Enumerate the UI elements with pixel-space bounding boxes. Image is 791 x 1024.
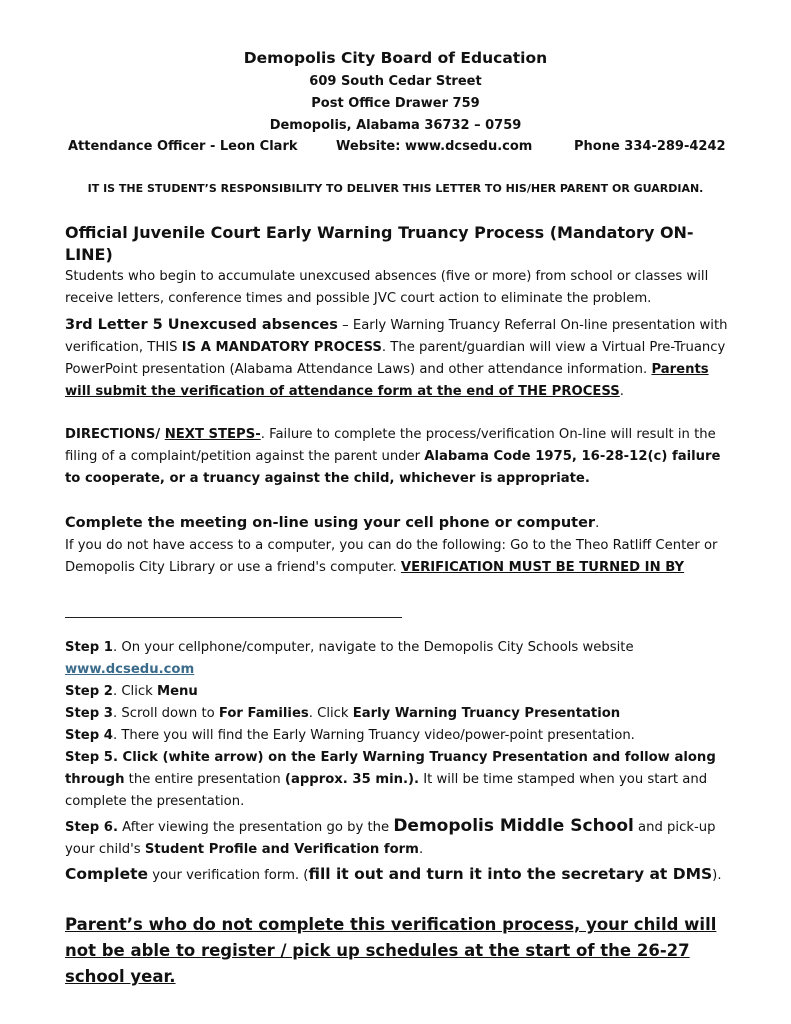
third-letter-section xyxy=(65,314,730,403)
address-city: Demopolis, Alabama 36732 – 0759 xyxy=(269,118,522,133)
step-4-label: Step 4 xyxy=(65,728,113,743)
complete-text: your verification form. ( xyxy=(148,868,309,883)
verification-deadline: VERIFICATION MUST BE TURNED IN BY xyxy=(400,560,685,575)
step-5-duration: (approx. 35 min.). xyxy=(284,772,420,787)
step-1-link-row xyxy=(65,659,730,681)
step-6-label: Step 6. xyxy=(65,820,118,835)
intro-section xyxy=(65,222,730,310)
address-street: 609 South Cedar Street xyxy=(309,74,482,89)
intro-heading: Official Juvenile Court Early Warning Truancy Process (Mandatory ON-LINE) xyxy=(65,223,694,264)
step-5-label: Step 5. Click (white arrow) on the Early Warning Truancy Presentation and follow along through xyxy=(65,750,716,787)
step-3-text: . Scroll down to xyxy=(112,706,219,721)
step-2-text: . Click xyxy=(112,684,157,699)
website-link[interactable]: www.dcsedu.com xyxy=(65,662,195,677)
org-name: Demopolis City Board of Education xyxy=(243,49,548,67)
complete-meeting-section xyxy=(65,512,730,579)
phone: Phone 334-289-4242 xyxy=(574,139,726,154)
dms-name: Demopolis Middle School xyxy=(393,816,634,836)
step-5 xyxy=(65,747,730,813)
complete-end: ). xyxy=(712,868,722,883)
third-letter-text-2: . The parent/guardian will view a Virtual Pre-Truancy PowerPoint presentation (Alabama Attendance Laws) and other attendance information. xyxy=(65,340,726,377)
step-6 xyxy=(65,815,730,861)
third-letter-heading: 3rd Letter 5 Unexcused absences xyxy=(65,317,338,333)
third-letter-text: – Early Warning Truancy Referral On-line presentation with verification, THIS xyxy=(65,318,728,355)
directions-text: . Failure to complete the process/verification On-line will result in the filing of a complaint/petition against the parent under xyxy=(65,427,716,464)
step-5-text-2: It will be time stamped when you start and complete the presentation. xyxy=(65,772,708,809)
final-warning: Parent’s who do not complete this verification process, your child will not be able to register / pick up schedules at the start of the 26-27 school year. xyxy=(65,915,717,986)
complete-meeting-heading: Complete the meeting on-line using your cell phone or computer xyxy=(65,515,596,531)
step-2 xyxy=(65,681,730,703)
complete-meeting-heading-end: . xyxy=(595,516,600,531)
intro-body: Students who begin to accumulate unexcused absences (five or more) from school or classes will receive letters, conference times and possible JVC court action to eliminate the problem. xyxy=(65,269,709,306)
step-3-label: Step 3 xyxy=(65,706,113,721)
directions-label: DIRECTIONS/ xyxy=(65,427,165,442)
step-3 xyxy=(65,703,730,725)
step-2-label: Step 2 xyxy=(65,684,113,699)
step-2-menu: Menu xyxy=(156,684,198,699)
attendance-officer: Attendance Officer - Leon Clark xyxy=(68,139,298,154)
complete-form-line xyxy=(65,863,730,887)
directions-section xyxy=(65,424,730,490)
steps-section xyxy=(65,637,730,887)
step-1 xyxy=(65,637,730,659)
step-3-for-families: For Families xyxy=(218,706,309,721)
parents-submit-note: Parents will submit the verification of attendance form at the end of THE PROCESS xyxy=(65,362,709,399)
step-6-text-2: and pick-up your child's xyxy=(65,820,716,857)
step-6-end: . xyxy=(418,842,424,857)
third-letter-end: . xyxy=(619,384,624,399)
step-1-text: . On your cellphone/computer, navigate to the Demopolis City Schools website xyxy=(112,640,634,655)
step-5-text: the entire presentation xyxy=(124,772,285,787)
mandatory-process: IS A MANDATORY PROCESS xyxy=(181,340,382,355)
deadline-blank-line xyxy=(65,617,402,618)
turn-in-dms: fill it out and turn it into the secretary at DMS xyxy=(308,865,713,883)
responsibility-notice: IT IS THE STUDENT’S RESPONSIBILITY TO DELIVER THIS LETTER TO HIS/HER PARENT OR GUARDIAN. xyxy=(87,182,704,195)
step-6-text: After viewing the presentation go by the xyxy=(117,820,394,835)
step-1-label: Step 1 xyxy=(65,640,113,655)
complete-word: Complete xyxy=(65,865,149,883)
alabama-code: Alabama Code 1975, 16-28-12(c) failure to cooperate, or a truancy against the child, whichever is appropriate. xyxy=(65,449,721,486)
next-steps-label: NEXT STEPS- xyxy=(164,427,261,442)
step-3-presentation: Early Warning Truancy Presentation xyxy=(352,706,621,721)
address-po: Post Office Drawer 759 xyxy=(311,96,480,111)
step-4-text: . There you will find the Early Warning Truancy video/power-point presentation. xyxy=(112,728,635,743)
complete-meeting-text: If you do not have access to a computer, you can do the following: Go to the Theo Ratliff Center or Demopolis City Library or use a friend's computer. xyxy=(65,538,718,575)
step-4 xyxy=(65,725,730,747)
website: Website: www.dcsedu.com xyxy=(336,139,533,154)
student-profile-form: Student Profile and Verification form xyxy=(144,842,419,857)
step-3-text-2: . Click xyxy=(308,706,353,721)
